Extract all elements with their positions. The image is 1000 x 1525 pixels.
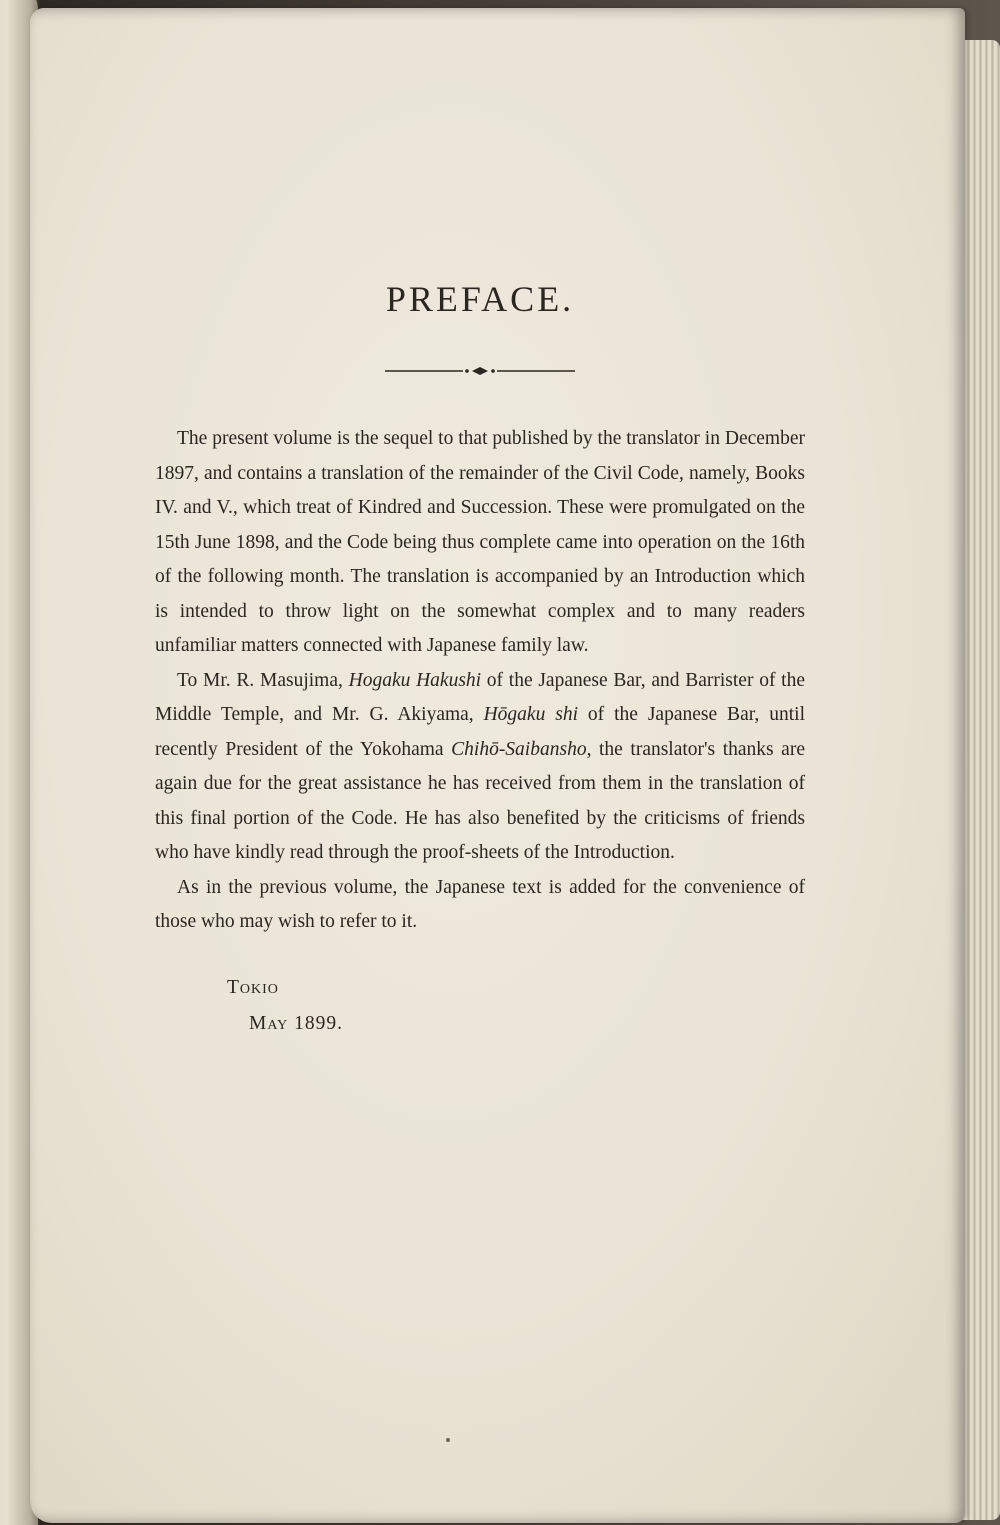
page-title: PREFACE.: [385, 279, 575, 319]
paragraph-2-italic-title-2: Hōgaku shi: [483, 704, 579, 725]
signoff-date: May 1899.: [249, 1012, 344, 1034]
paragraph-2-italic-title-1: Hogaku Hakushi: [348, 669, 482, 691]
preface-page: [30, 8, 965, 1523]
signoff-place: Tokio: [227, 976, 279, 998]
signoff: [155, 970, 805, 1042]
paragraph-2-italic-court: Chihō-Saibansho: [451, 738, 587, 760]
paragraph-3: As in the previous volume, the Japanese text is added for the convenience of those who may wish to refer to it.: [155, 876, 805, 932]
paragraph-1: The present volume is the sequel to that published by the translator in December 1897, and contains a translation of the remainder of the Civil Code, namely, Books IV. and V., which treat of Kindred and Succession. These were promulgated on the 15th June 1898, and the Code being thus complete came into operation on the 16th of the following month. The translation is accompanied by an Introduction which is intended to throw light on the somewhat complex and to many readers unfamiliar matters connected with Japanese family law.: [155, 428, 805, 656]
paragraph-2-text-a: To Mr. R. Masujima,: [177, 669, 349, 691]
page-text-block: [155, 278, 805, 1042]
paragraph-2-text-c: of the Japanese Bar, and Barrister of the Middle Temple, and Mr. G. Akiyama,: [155, 669, 805, 725]
paper-speck: [446, 1438, 450, 1442]
paragraph-2: [155, 664, 805, 871]
title-ornament-divider: [385, 364, 575, 378]
paragraph-2-text-e: of the Japanese Bar, until recently President of the Yokohama: [155, 704, 805, 760]
paragraph-2-text-g: , the translator's thanks are again due for the great assistance he has received from them in the translation of this final portion of the Code. He has also benefited by the criticisms of friends who have kindly read through the proof-sheets of the Introduction.: [155, 738, 805, 863]
